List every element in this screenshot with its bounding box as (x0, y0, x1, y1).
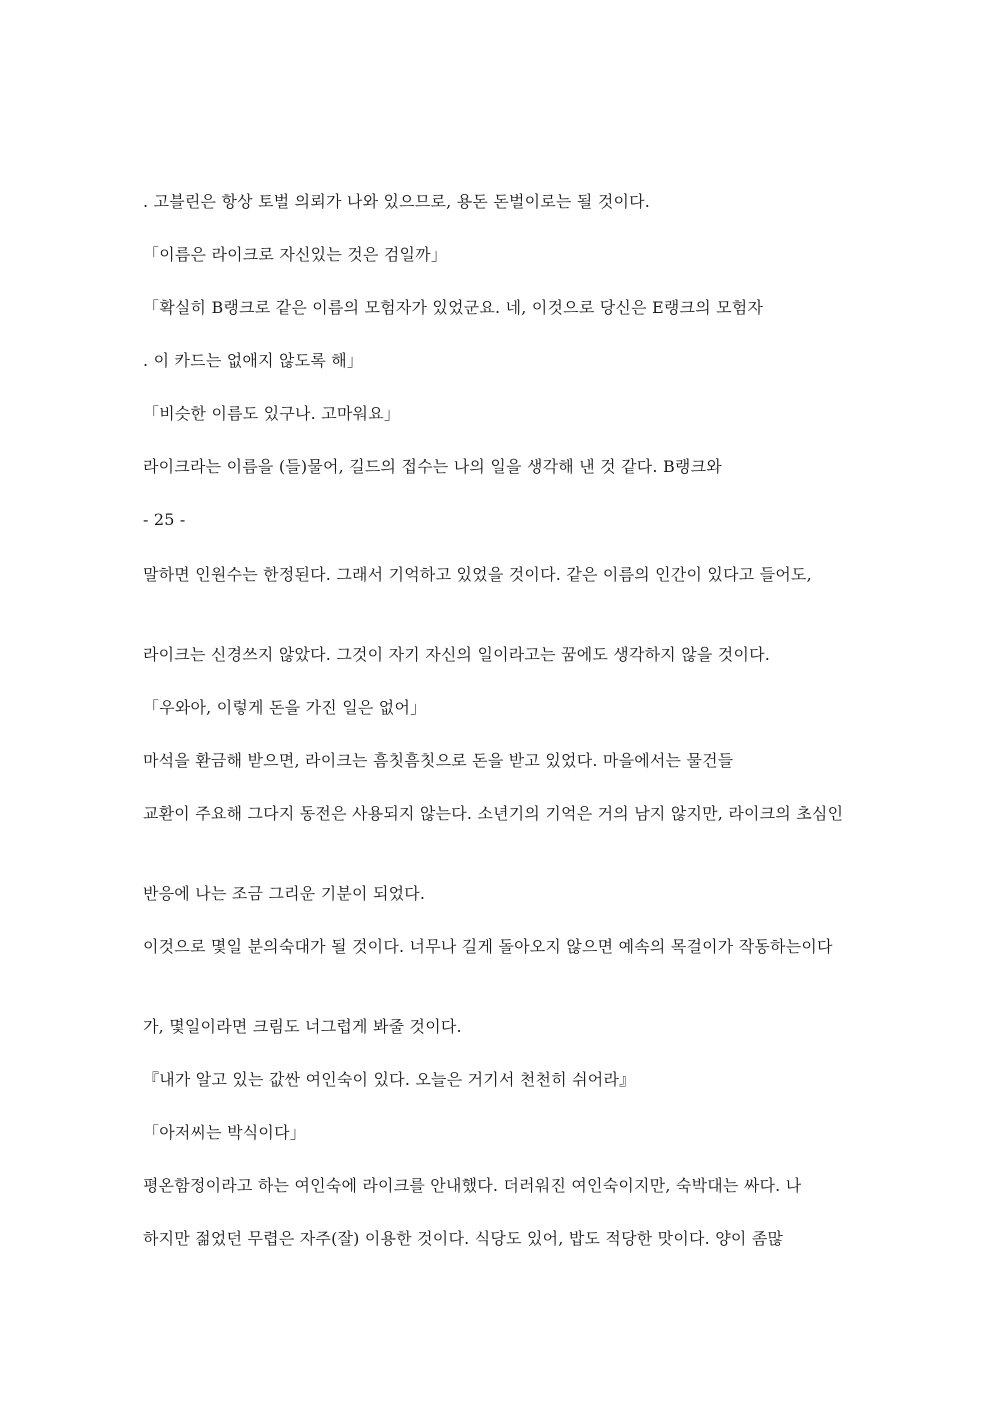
paragraph: 『내가 알고 있는 값싼 여인숙이 있다. 오늘은 거기서 천천히 쉬어라』 (143, 1070, 636, 1089)
paragraph: 교환이 주요해 그다지 동전은 사용되지 않는다. 소년기의 기억은 거의 남지 않지만, 라이크의 초심인 (143, 804, 844, 823)
paragraph: 「확실히 B랭크로 같은 이름의 모험자가 있었군요. 네, 이것으로 당신은 E랭크의 모험자 (143, 298, 764, 317)
paragraph: 가, 몇일이라면 크림도 너그럽게 봐줄 것이다. (143, 1017, 462, 1036)
paragraph: 마석을 환금해 받으면, 라이크는 흠칫흠칫으로 돈을 받고 있었다. 마을에서는 물건들 (143, 751, 734, 770)
paragraph: 말하면 인원수는 한정된다. 그래서 기억하고 있었을 것이다. 같은 이름의 인간이 있다고 들어도, (143, 565, 812, 584)
paragraph: 「아저씨는 박식이다」 (143, 1123, 306, 1142)
paragraph: 반응에 나는 조금 그리운 기분이 되었다. (143, 884, 426, 903)
paragraph: 하지만 젊었던 무렵은 자주(잘) 이용한 것이다. 식당도 있어, 밥도 적당한 맛이다. 양이 좀많 (143, 1229, 784, 1248)
paragraph: 라이크라는 이름을 (들)물어, 길드의 접수는 나의 일을 생각해 낸 것 같다. B랭크와 (143, 457, 722, 476)
paragraph: . 고블린은 항상 토벌 의뢰가 나와 있으므로, 용돈 돈벌이로는 될 것이다. (143, 192, 651, 211)
page-number: - 25 - (143, 510, 186, 529)
paragraph: 이것으로 몇일 분의숙대가 될 것이다. 너무나 길게 돌아오지 않으면 예속의 목걸이가 작동하는이다 (143, 937, 833, 956)
paragraph: 라이크는 신경쓰지 않았다. 그것이 자기 자신의 일이라고는 꿈에도 생각하지 않을 것이다. (143, 645, 771, 664)
paragraph: 「이름은 라이크로 자신있는 것은 검일까」 (143, 245, 448, 264)
paragraph: 「비슷한 이름도 있구나. 고마워요」 (143, 404, 401, 423)
paragraph: . 이 카드는 없애지 않도록 해」 (143, 351, 364, 370)
paragraph: 평온함정이라고 하는 여인숙에 라이크를 안내했다. 더러워진 여인숙이지만, 숙박대는 싸다. 나 (143, 1176, 802, 1195)
paragraph: 「우와아, 이렇게 돈을 가진 일은 없어」 (143, 698, 427, 717)
